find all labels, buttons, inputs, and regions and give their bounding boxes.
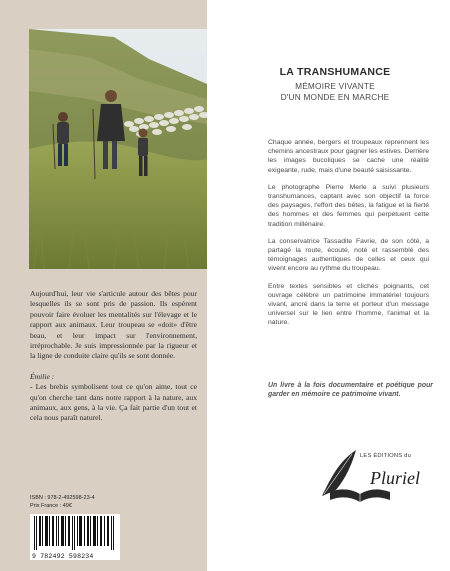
isbn-barcode-block (30, 494, 120, 560)
isbn-text: ISBN : 978-2-492598-23-4 (30, 495, 95, 501)
speaker-name: Émilie : (30, 371, 55, 381)
photo-shepherds-flock (29, 29, 207, 269)
right-text-block (268, 138, 429, 336)
barcode-digits: 9 782492 598234 (32, 553, 94, 560)
left-paragraph: Aujourd'hui, leur vie s'articule autour des bêtes pour lesquelles ils se sont pris de passion. Ils espèrent pouvoir faire évoluer les mentalités sur l'élevage et le rapport aux animaux. Leur troupeau se «doit» d'être beau, et leur impact sur l'environnement, irréprochable. Je suis impressionnée par la rigueur et la ligne de conduite claire qu'ils se sont donnée. (30, 289, 197, 361)
book-subtitle-line2: D'UN MONDE EN MARCHE (280, 92, 390, 102)
right-paragraph-2: Le photographe Pierre Merle a suivi plusieurs transhumances, captant avec son objectif la force des paysages, l'effort des bêtes, la fatigue et la fierté des hommes et des femmes qui perpétuent cette tradition millénaire. (268, 183, 429, 228)
barcode (30, 514, 120, 560)
speaker-quote: - Les brebis symbolisent tout ce qu'on aime, tout ce qu'on cherche tant dans notre rapport à la nature, aux animaux, aux gens, à la vie. Ça fait partie d'un tout et cela nous paraît naturel. (30, 382, 197, 423)
publisher-name-small: LES ÉDITIONS du (360, 453, 412, 459)
book-title: LA TRANSHUMANCE (279, 66, 391, 78)
publisher-name-big: Pluriel (370, 468, 420, 488)
left-text-block (30, 289, 197, 424)
price-text: Prix France : 49€ (30, 503, 72, 509)
book-tagline: Un livre à la fois documentaire et poétique pour garder en mémoire ce patrimoine vivant. (268, 382, 433, 399)
right-paragraph-4: Entre textes sensibles et clichés poignants, cet ouvrage célèbre un patrimoine immatériel toujours vivant, ancré dans la terre et porteur d'un message universel sur le lien entre l'homme, l'animal et la nature. (268, 282, 429, 327)
right-paragraph-3: La conservatrice Tassadite Favrie, de son côté, a partagé la route, écouté, noté et rassemblé des témoignages authentiques de celles et ceux qui vivent encore au rythme du troupeau. (268, 237, 429, 273)
book-subtitle-line1: MÉMOIRE VIVANTE (295, 81, 375, 91)
right-paragraph-1: Chaque année, bergers et troupeaux reprennent les chemins ancestraux pour gagner les estives. Derrière les images bucoliques se cache une réalité exigeante, rude, mais d'une beauté saisissante. (268, 139, 429, 174)
